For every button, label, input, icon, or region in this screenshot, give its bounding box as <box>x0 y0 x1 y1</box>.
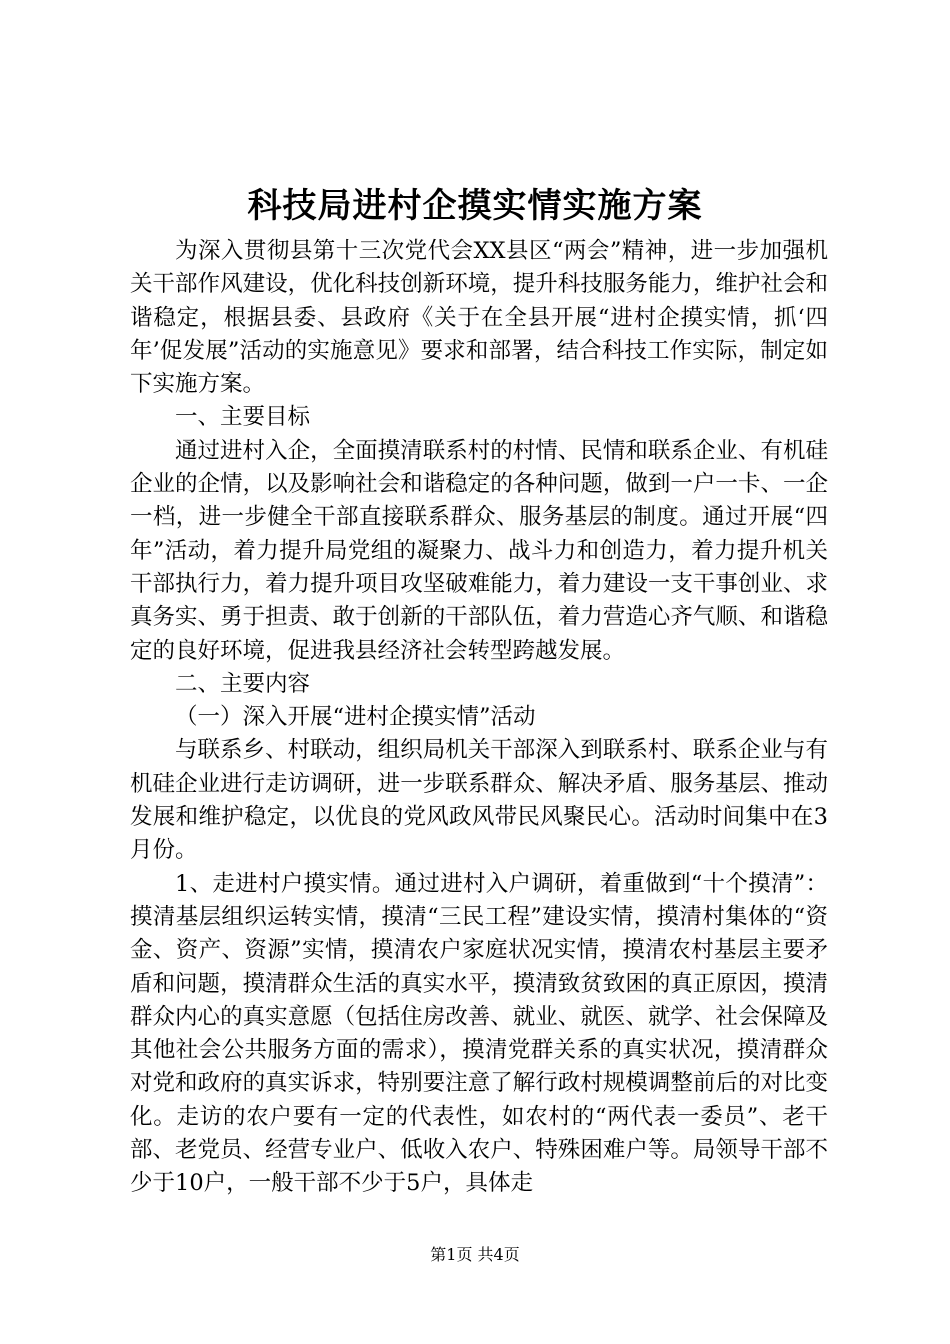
goals-paragraph: 通过进村入企，全面摸清联系村的村情、民情和联系企业、有机硅企业的企情，以及影响社会和谐稳定的各种问题，做到一户一卡、一企一档，进一步健全干部直接联系群众、服务基层的制度。通过开展“四年”活动，着力提升局党组的凝聚力、战斗力和创造力，着力提升机关干部执行力，着力提升项目攻坚破难能力，着力建设一支干事创业、求真务实、勇于担责、敢于创新的干部队伍，着力营造心齐气顺、和谐稳定的良好环境，促进我县经济社会转型跨越发展。 <box>130 437 828 664</box>
page-number-footer: 第1页 共4页 <box>430 1245 520 1264</box>
item-1-paragraph: 1、走进村户摸实情。通过进村入户调研，着重做到“十个摸清”：摸清基层组织运转实情，摸清“三民工程”建设实情，摸清村集体的“资金、资产、资源”实情，摸清农户家庭状况实情，摸清农村基层主要矛盾和问题，摸清群众生活的真实水平，摸清致贫致困的真正原因，摸清群众内心的真实意愿（包括住房改善、就业、就医、就学、社会保障及其他社会公共服务方面的需求），摸清党群关系的真实状况，摸清群众对党和政府的真实诉求，特别要注意了解行政村规模调整前后的对比变化。走访的农户要有一定的代表性，如农村的“两代表一委员”、老干部、老党员、经营专业户、低收入农户、特殊困难户等。局领导干部不少于10户，一般干部不少于5户，具体走 <box>130 870 828 1197</box>
activity-paragraph: 与联系乡、村联动，组织局机关干部深入到联系村、联系企业与有机硅企业进行走访调研，进一步联系群众、解决矛盾、服务基层、推动发展和维护稳定，以优良的党风政风带民风聚民心。活动时间集中在3月份。 <box>130 737 828 864</box>
intro-paragraph: 为深入贯彻县第十三次党代会XX县区“两会”精神，进一步加强机关干部作风建设，优化科技创新环境，提升科技服务能力，维护社会和谐稳定，根据县委、县政府《关于在全县开展“进村企摸实情，抓‘四年’促发展”活动的实施意见》要求和部署，结合科技工作实际，制定如下实施方案。 <box>130 238 828 398</box>
section-heading-goals: 一、主要目标 <box>175 404 311 431</box>
document-title: 科技局进村企摸实情实施方案 <box>247 186 703 226</box>
document-body <box>130 235 828 1201</box>
subsection-heading-1: （一）深入开展“进村企摸实情”活动 <box>175 704 536 731</box>
section-heading-content: 二、主要内容 <box>175 670 311 697</box>
